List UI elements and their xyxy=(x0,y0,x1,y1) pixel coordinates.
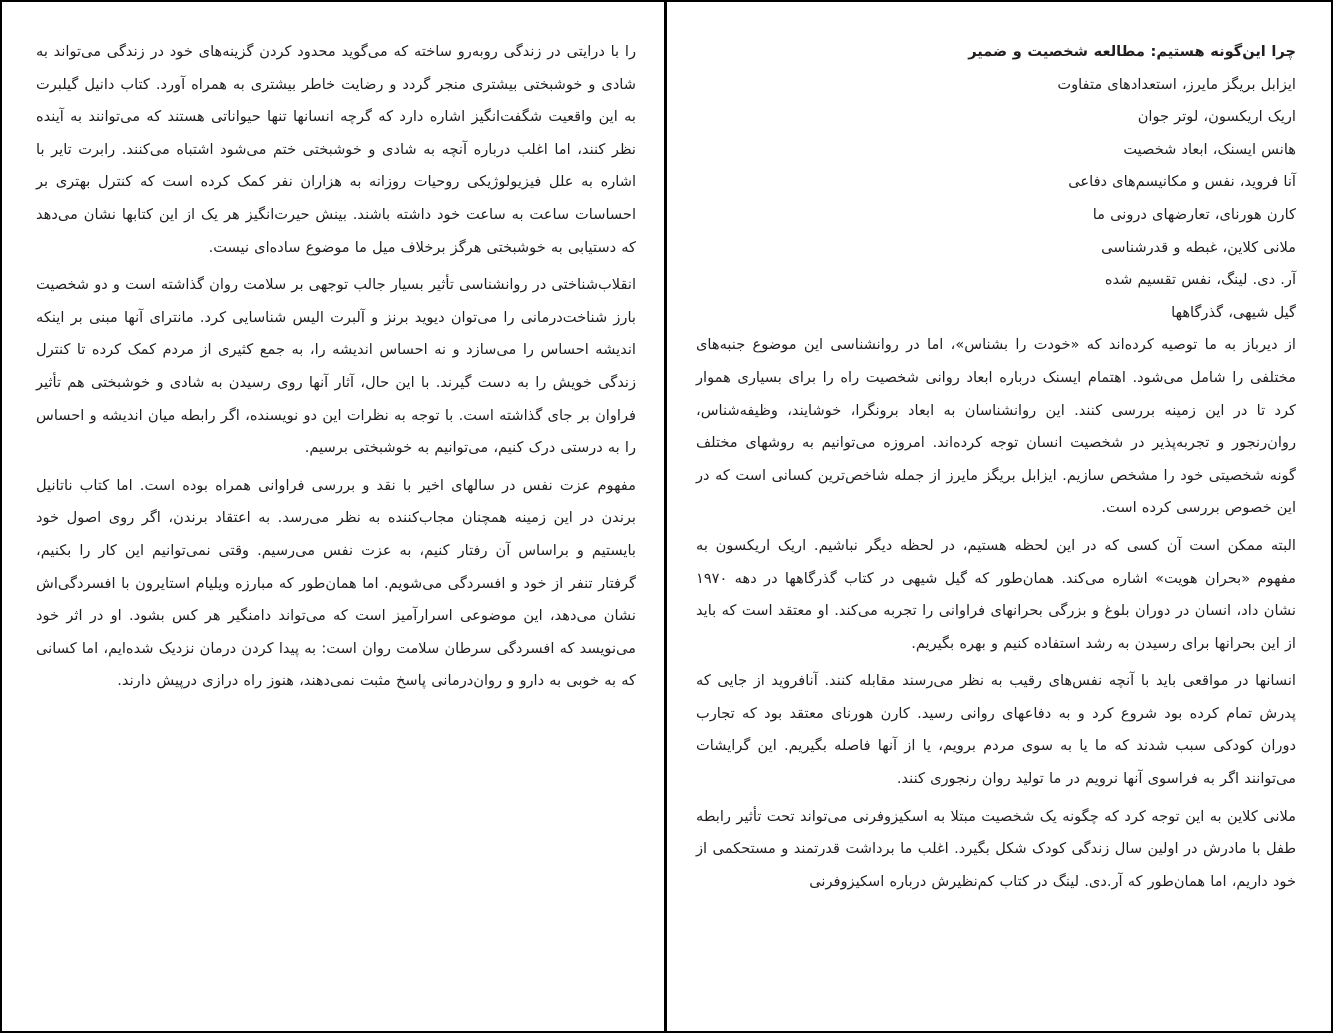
book-list-item: هانس ایسنک، ابعاد شخصیت xyxy=(1123,140,1296,158)
book-list-item: گیل شیهی، گذرگاهها xyxy=(1171,303,1296,321)
left-paragraph-2: انقلاب‌شناختی در روانشناسی تأثیر بسیار جالب توجهی بر سلامت روان گذاشته است و دو شخصیت بارز شناخت‌درمانی را می‌توان دیوید برنز و آلبرت الیس شناسایی کرد. مانترای آنها مبنی بر اینکه اندیشه احساس را می‌سازد و نه احساس اندیشه را، به جمع کثیری از مردم کمک کرده تا کنترل زندگی خویش را به دست گیرند. با این حال، آثار آنها روی رسیدن به شادی و خوشبختی هم تأثیر فراوان بر جای گذاشته است. با توجه به نظرات این دو نویسنده، اگر رابطه میان اندیشه و احساس را به درستی درک کنیم، می‌توانیم به خوشبختی برسیم. xyxy=(36,276,636,457)
right-paragraph-2: البته ممکن است آن کسی که در این لحظه هستیم، در لحظه دیگر نباشیم. اریک اریکسون به مفهوم «بحران هویت» اشاره می‌کند. همان‌طور که گیل شیهی در کتاب گذرگاهها در دهه ۱۹۷۰ نشان داد، انسان در دوران بلوغ و بزرگی بحرانهای فراوانی را تجربه می‌کند. او معتقد است که باید از این بحرانها برای رسیدن به رشد استفاده کنیم و بهره بگیریم. xyxy=(696,536,1296,652)
right-paragraph-4: ملانی کلاین به این توجه کرد که چگونه یک شخصیت مبتلا به اسکیزوفرنی می‌تواند تحت تأثیر رابطه طفل با مادرش در اولین سال زندگی کودک شکل بگیرد. اغلب ما برداشت قدرتمند و مستحکمی از خود داریم، اما همان‌طور که آر.دی. لینگ در کتاب کم‌نظیرش درباره اسکیزوفرنی xyxy=(696,807,1296,890)
book-list-item: آر. دی. لینگ، نفس تقسیم شده xyxy=(1104,271,1296,289)
book-list-item: ایزابل بریگز مایرز، استعدادهای متفاوت xyxy=(1057,75,1296,93)
book-list-item: کارن هورنای، تعارضهای درونی ما xyxy=(1092,205,1296,223)
section-heading: چرا این‌گونه هستیم: مطالعه شخصیت و ضمیر xyxy=(968,43,1296,60)
right-page xyxy=(696,36,1296,903)
right-paragraph-3: انسانها در مواقعی باید با آنچه نفس‌های رقیب به نظر می‌رسند مقابله کنند. آنافروید از جایی که پدرش تمام کرده بود شروع کرد و به دفاعهای روانی رسید. کارن هورنای معتقد بود که تجارب دوران کودکی سبب شدند که ما یا به سوی مردم برویم، یا از آنها فاصله بگیریم. این گرایشات می‌توانند اگر به فراسوی آنها نرویم در ما تولید روان رنجوری کنند. xyxy=(696,672,1296,788)
book-list-item: ملانی کلاین، غبطه و قدرشناسی xyxy=(1101,238,1296,256)
left-page xyxy=(36,36,636,703)
book-list-item: آنا فروید، نفس و مکانیسم‌های دفاعی xyxy=(1068,173,1296,191)
page-divider xyxy=(664,0,667,1033)
left-paragraph-3: مفهوم عزت نفس در سالهای اخیر با نقد و بررسی فراوانی همراه بوده است. اما کتاب ناتانیل برندن در این زمینه همچنان مجاب‌کننده به نظر می‌رسد. به اعتقاد برندن، اگر روی اصول خود بایستیم و براساس آن رفتار کنیم، به عزت نفس می‌رسیم. وقتی نمی‌توانیم این کار را بکنیم، گرفتار تنفر از خود و افسردگی می‌شویم. اما همان‌طور که مبارزه ویلیام استایرون با افسردگی‌اش نشان می‌دهد، این موضوعی اسرارآمیز است که می‌تواند دامنگیر هر کس بشود. او در اثر خود می‌نویسد که افسردگی سرطان سلامت روان است: به پیدا کردن درمان نزدیک شده‌ایم، اما کسانی که به خوبی به دارو و روان‌درمانی پاسخ مثبت نمی‌دهند، هنوز راه درازی درپیش دارند. xyxy=(36,476,636,690)
left-paragraph-1: را با درایتی در زندگی روبه‌رو ساخته که می‌گوید محدود کردن گزینه‌های خود در زندگی می‌تواند به شادی و خوشبختی بیشتری منجر گردد و رضایت خاطر بیشتری به همراه آورد. کتاب دانیل گیلبرت به این واقعیت شگفت‌انگیز اشاره دارد که گرچه انسانها تنها حیواناتی هستند که می‌توانند به آینده نظر کنند، اما اغلب درباره آنچه به شادی و خوشبختی ختم می‌شود اشتباه می‌کنند. رابرت تایر با اشاره به علل فیزیولوژیکی روحیات روزانه به هزاران نفر کمک کرده است که کنترل بهتری بر احساسات ساعت به ساعت خود داشته باشند. بینش حیرت‌انگیز هر یک از این کتابها نشان می‌دهد که دستیابی به خوشبختی هرگز برخلاف میل ما موضوع ساده‌ای نیست. xyxy=(36,43,636,256)
right-paragraph-1: از دیرباز به ما توصیه کرده‌اند که «خودت را بشناس»، اما در روانشناسی این موضوع جنبه‌های مختلفی را شامل می‌شود. اهتمام ایسنک درباره ابعاد روانی شخصیت راه را برای بسیاری هموار کرد تا در این زمینه بررسی کنند. این روانشناسان به ابعاد برونگرا، خوشایند، وظیفه‌شناس، روان‌رنجور و تجربه‌پذیر در شخصیت انسان توجه کرده‌اند. امروزه می‌توانیم به روشهای مختلف گونه شخصیتی خود را مشخص سازیم. ایزابل بریگز مایرز از جمله شاخص‌ترین کسانی است که در این خصوص بررسی کرده است. xyxy=(696,336,1296,517)
book-list-item: اریک اریکسون، لوتر جوان xyxy=(1137,108,1296,126)
